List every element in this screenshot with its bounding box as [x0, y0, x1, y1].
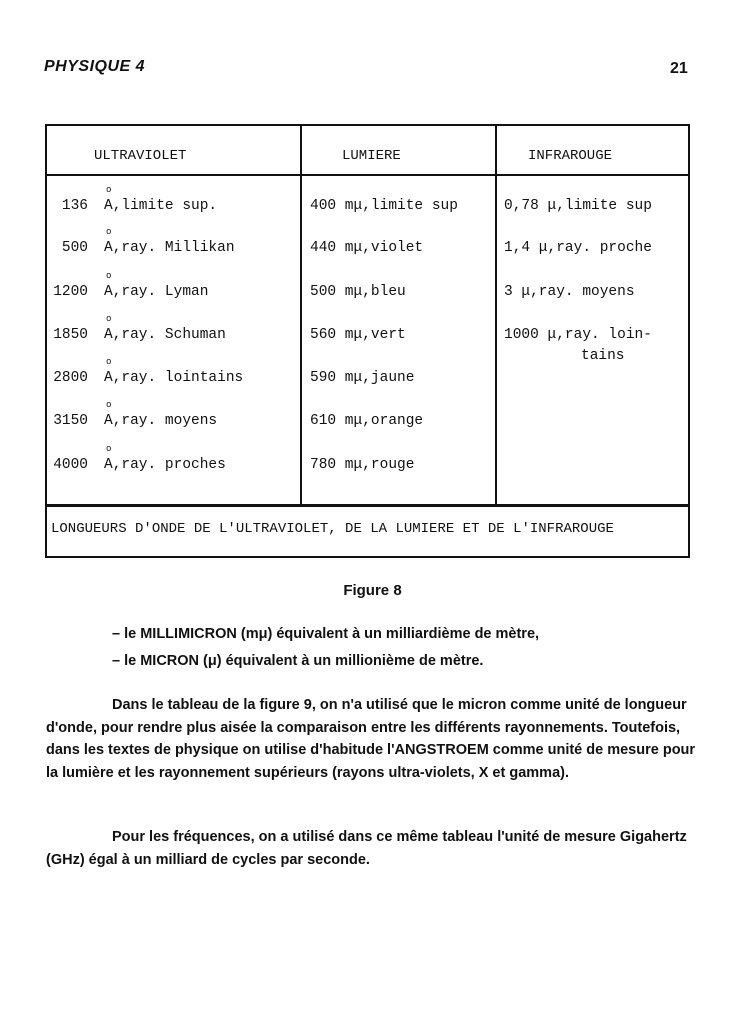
infrarouge-entry-continuation: tains — [581, 348, 625, 364]
running-header-title: PHYSIQUE 4 — [44, 58, 146, 75]
uv-label: A,ray. proches — [104, 457, 226, 473]
wavelength-table — [45, 124, 690, 558]
infrarouge-entry: 0,78 μ,limite sup — [504, 198, 652, 214]
angstrom-ring-icon: o — [106, 227, 112, 237]
table-caption: LONGUEURS D'ONDE DE L'ULTRAVIOLET, DE LA LUMIERE ET DE L'INFRAROUGE — [51, 521, 614, 537]
angstrom-ring-icon: o — [106, 400, 112, 410]
uv-label: A,ray. moyens — [104, 413, 218, 429]
uv-label: A,ray. Schuman — [104, 327, 226, 343]
uv-label: A,limite sup. — [104, 198, 218, 214]
bullet-micron: – le MICRON (μ) équivalent à un millionième de mètre. — [112, 653, 484, 669]
uv-label: A,ray. Millikan — [104, 240, 235, 256]
column-header-infrarouge: INFRAROUGE — [528, 148, 613, 164]
angstrom-ring-icon: o — [106, 444, 112, 454]
uv-value: 1200 — [53, 284, 88, 300]
infrarouge-entry: 1,4 μ,ray. proche — [504, 240, 652, 256]
uv-value: 3150 — [53, 413, 88, 429]
header-rule — [47, 174, 688, 176]
caption-rule — [47, 504, 688, 507]
lumiere-entry: 590 mμ,jaune — [310, 370, 415, 386]
column-header-ultraviolet: ULTRAVIOLET — [94, 148, 187, 164]
uv-value: 4000 — [53, 457, 88, 473]
column-divider — [300, 126, 302, 506]
angstrom-ring-icon: o — [106, 185, 112, 195]
uv-value: 2800 — [53, 370, 88, 386]
uv-value: 500 — [61, 240, 88, 256]
paragraph-frequences: Pour les fréquences, on a utilisé dans ce même tableau l'unité de mesure Gigahertz (GHz) égal à un milliard de cycles par seconde. — [46, 829, 687, 868]
column-header-lumiere: LUMIERE — [342, 148, 401, 164]
lumiere-entry: 440 mμ,violet — [310, 240, 424, 256]
lumiere-entry: 610 mμ,orange — [310, 413, 424, 429]
angstrom-ring-icon: o — [106, 357, 112, 367]
lumiere-entry: 400 mμ,limite sup — [310, 198, 458, 214]
infrarouge-entry: 1000 μ,ray. loin- — [504, 327, 652, 343]
lumiere-entry: 560 mμ,vert — [310, 327, 406, 343]
page-number: 21 — [670, 60, 688, 77]
column-divider — [495, 126, 497, 506]
lumiere-entry: 500 mμ,bleu — [310, 284, 406, 300]
infrarouge-entry: 3 μ,ray. moyens — [504, 284, 635, 300]
uv-value: 1850 — [53, 327, 88, 343]
uv-label: A,ray. lointains — [104, 370, 244, 386]
lumiere-entry: 780 mμ,rouge — [310, 457, 415, 473]
figure-caption: Figure 8 — [343, 582, 402, 599]
bullet-millimicron: – le MILLIMICRON (mμ) équivalent à un milliardième de mètre, — [112, 626, 540, 642]
uv-label: A,ray. Lyman — [104, 284, 209, 300]
paragraph-angstroem: Dans le tableau de la figure 9, on n'a utilisé que le micron comme unité de longueur d'onde, pour rendre plus aisée la comparaison entre les différents rayonnements. Toutefois, dans les textes de physique on utilise d'habitude l'ANGSTROEM comme unité de mesure pour la lumière et les rayonnement supérieurs (rayons ultra-violets, X et gamma). — [46, 697, 696, 781]
uv-value: 136 — [61, 198, 88, 214]
angstrom-ring-icon: o — [106, 314, 112, 324]
angstrom-ring-icon: o — [106, 271, 112, 281]
